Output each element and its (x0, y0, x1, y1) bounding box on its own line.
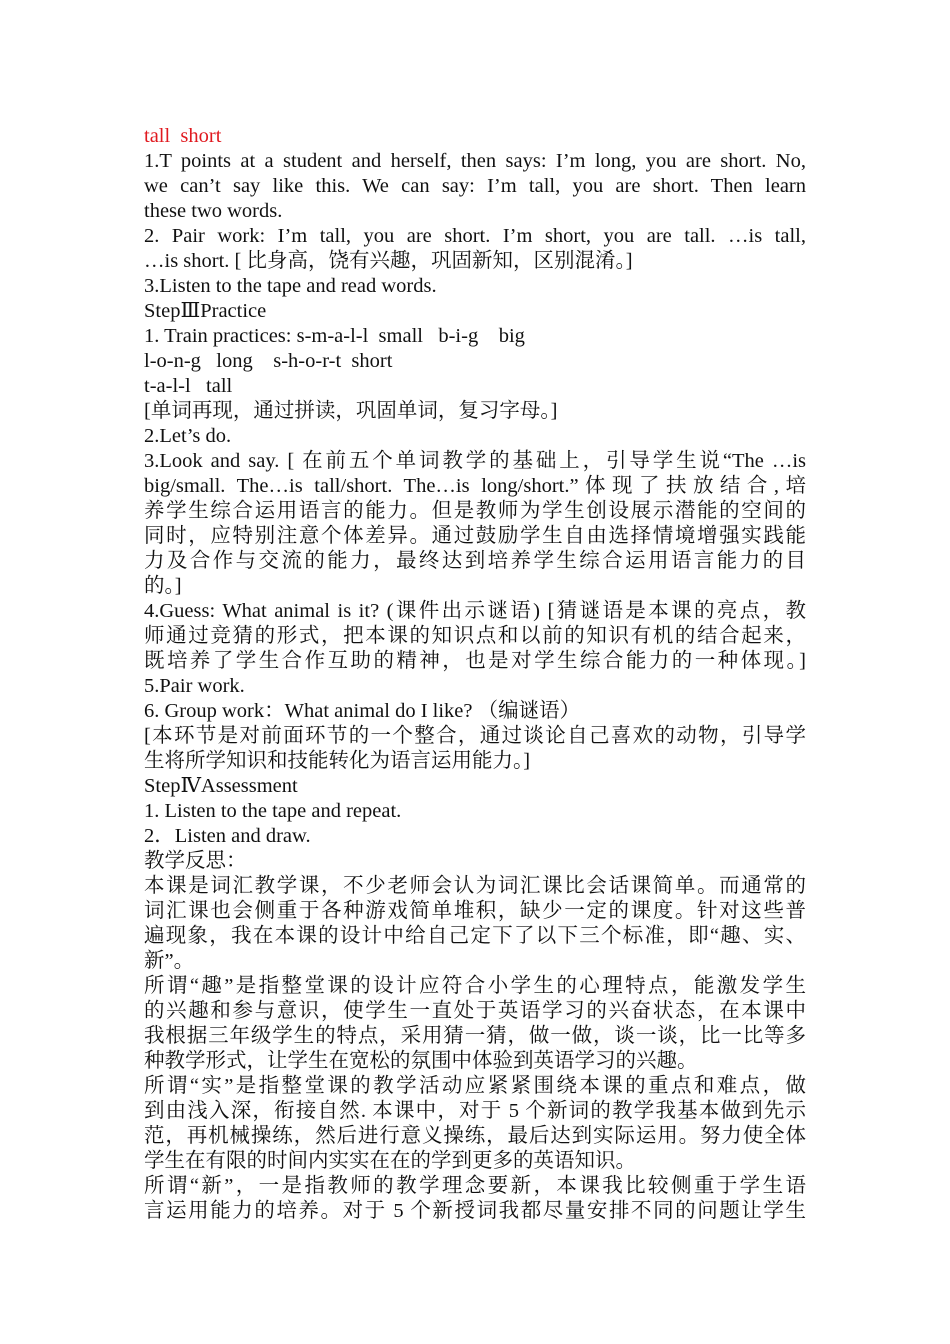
text-line: 6. Group work：What animal do I like? （编谜语） (144, 700, 581, 722)
text-line: 养学生综合运用语言的能力。但是教师为学生创设展示潜能的空间的 (144, 500, 806, 522)
text-line: StepⅢPractice (144, 300, 267, 322)
text-line: 5.Pair work. (144, 675, 245, 697)
text-line: 到由浅入深，衔接自然. 本课中，对于 5 个新词的教学我基本做到先示 (144, 1100, 806, 1122)
text-line: 所谓“趣”是指整堂课的设计应符合小学生的心理特点，能激发学生 (144, 975, 806, 997)
text-line: 教学反思： (144, 850, 247, 872)
text-line: we can’t say like this. We can say: I’m tall, you are short. Then learn (144, 175, 806, 197)
text-line: 1.T points at a student and herself, then says: I’m long, you are short. No, (144, 150, 806, 172)
text-line: 本课是词汇教学课，不少老师会认为词汇课比会话课简单。而通常的 (144, 875, 806, 897)
text-line: 师通过竞猜的形式，把本课的知识点和以前的知识有机的结合起来， (144, 625, 806, 647)
text-line: 1. Train practices: s-m-a-l-l small b-i-g big (144, 325, 525, 347)
text-line: 既培养了学生合作互助的精神，也是对学生综合能力的一种体现。] (144, 650, 806, 672)
text-line: l-o-n-g long s-h-o-r-t short (144, 350, 393, 372)
text-line: t-a-l-l tall (144, 375, 233, 397)
document-body (144, 124, 806, 1224)
text-line: 种教学形式，让学生在宽松的氛围中体验到英语学习的兴趣。 (144, 1050, 698, 1072)
text-line: 范，再机械操练，然后进行意义操练，最后达到实际运用。努力使全体 (144, 1125, 806, 1147)
text-line: tall short (144, 125, 222, 147)
text-line: 的兴趣和参与意识，使学生一直处于英语学习的兴奋状态，在本课中 (144, 1000, 806, 1022)
text-line: 力及合作与交流的能力，最终达到培养学生综合运用语言能力的目 (144, 550, 806, 572)
text-line: 生将所学知识和技能转化为语言运用能力。] (144, 750, 531, 772)
text-line: 3.Listen to the tape and read words. (144, 275, 437, 297)
text-line: big/small. The…is tall/short. The…is long/short.”体现了扶放结合,培 (144, 475, 806, 497)
text-line: [本环节是对前面环节的一个整合，通过谈论自己喜欢的动物，引导学 (144, 725, 806, 747)
text-line: 所谓“新”，一是指教师的教学理念要新，本课我比较侧重于学生语 (144, 1175, 806, 1197)
text-line: 同时，应特别注意个体差异。通过鼓励学生自由选择情境增强实践能 (144, 525, 806, 547)
text-line: 2. Pair work: I’m tall, you are short. I’m short, you are tall. …is tall, (144, 225, 806, 247)
text-line: 所谓“实”是指整堂课的教学活动应紧紧围绕本课的重点和难点，做 (144, 1075, 806, 1097)
text-line: [单词再现，通过拼读，巩固单词，复习字母。] (144, 400, 558, 422)
text-line: 1. Listen to the tape and repeat. (144, 800, 402, 822)
text-line: 我根据三年级学生的特点，采用猜一猜，做一做，谈一谈，比一比等多 (144, 1025, 806, 1047)
text-line: 3.Look and say. [ 在前五个单词教学的基础上，引导学生说“The …is (144, 450, 806, 472)
text-line: 的。] (144, 575, 182, 597)
text-line: 遍现象，我在本课的设计中给自己定下了以下三个标准，即“趣、实、 (144, 925, 806, 947)
text-line: these two words. (144, 200, 283, 222)
text-line: 言运用能力的培养。对于 5 个新授词我都尽量安排不同的问题让学生 (144, 1200, 806, 1222)
text-line: 2．Listen and draw. (144, 825, 311, 847)
text-line: 2.Let’s do. (144, 425, 232, 447)
text-line: …is short. [ 比身高，饶有兴趣，巩固新知，区别混淆。] (144, 250, 633, 272)
text-line: 新”。 (144, 950, 195, 972)
text-line: 学生在有限的时间内实实在在的学到更多的英语知识。 (144, 1150, 636, 1172)
text-line: 词汇课也会侧重于各种游戏简单堆积，缺少一定的课度。针对这些普 (144, 900, 806, 922)
text-line: StepⅣAssessment (144, 775, 298, 797)
text-line: 4.Guess: What animal is it? (课件出示谜语) [猜谜语是本课的亮点，教 (144, 600, 806, 622)
